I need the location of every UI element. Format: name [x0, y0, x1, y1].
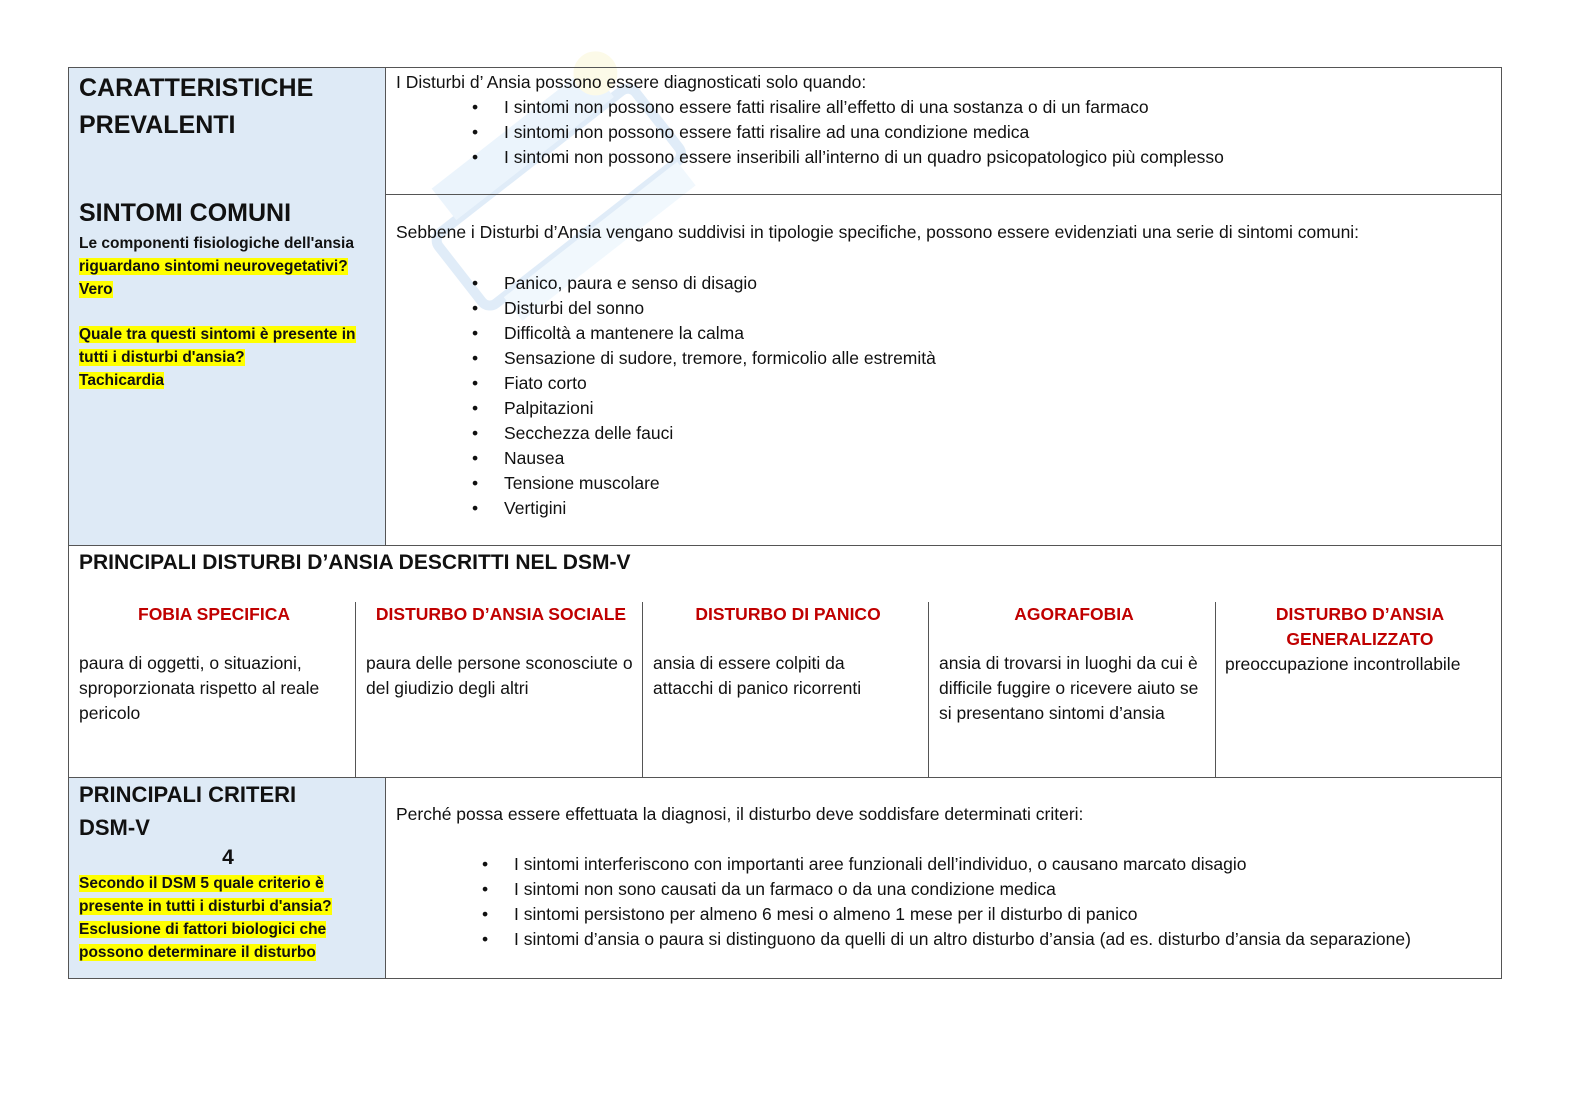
list-item: • Disturbi del sonno	[504, 296, 1491, 321]
quiz-note-3-answer-line2: possono determinare il disturbo	[79, 944, 316, 961]
section3-heading: PRINCIPALI DISTURBI D’ANSIA DESCRITTI NEL DSM-V	[79, 551, 631, 574]
bullet-icon: •	[472, 498, 479, 518]
bullet-icon: •	[472, 97, 479, 117]
section4-heading-block	[79, 778, 379, 964]
section4-heading-line2: DSM-V	[79, 815, 150, 840]
bullet-icon: •	[472, 398, 479, 418]
disorder-desc: paura di oggetti, o situazioni, sproporzionata rispetto al reale pericolo	[79, 653, 320, 723]
disorder-title: FOBIA SPECIFICA	[138, 604, 290, 624]
disorder-desc: ansia di trovarsi in luoghi da cui è difficile fuggire o ricevere aiuto se si presentano sintomi d’ansia	[939, 653, 1199, 723]
list-item: • Sensazione di sudore, tremore, formicolio alle estremità	[504, 346, 1491, 371]
list-item: • Tensione muscolare	[504, 471, 1491, 496]
section4-content	[396, 802, 1496, 952]
divider-v-dis-4	[1215, 602, 1216, 777]
list-item: • I sintomi non possono essere fatti risalire all’effetto di una sostanza o di un farmaco	[504, 95, 1486, 120]
disorder-agorafobia	[939, 602, 1209, 812]
list-item: • Palpitazioni	[504, 396, 1491, 421]
list-item: • Fiato corto	[504, 371, 1491, 396]
list-item: • I sintomi non possono essere inseribili all’interno di un quadro psicopatologico più complesso	[504, 145, 1486, 170]
disorder-panico	[653, 602, 923, 812]
divider-h-2	[69, 545, 1501, 546]
bullet-icon: •	[472, 323, 479, 343]
disorder-title: DISTURBO D’ANSIA SOCIALE	[375, 604, 627, 624]
quiz-note-2-answer: Tachicardia	[79, 372, 165, 389]
section4-intro: Perché possa essere effettuata la diagnosi, il disturbo deve soddisfare determinati criteri:	[396, 804, 1084, 824]
bullet-icon: •	[472, 473, 479, 493]
quiz-note-2-line2: tutti i disturbi d'ansia?	[79, 349, 245, 366]
disorder-title: DISTURBO DI PANICO	[695, 604, 881, 624]
anxiety-table	[68, 67, 1502, 979]
section2-heading-block	[79, 195, 379, 392]
quiz-note-3	[79, 872, 379, 964]
list-item: • Difficoltà a mantenere la calma	[504, 321, 1491, 346]
list-item: • I sintomi non sono causati da un farmaco o da una condizione medica	[514, 877, 1496, 902]
section1-heading-line2: PREVALENTI	[79, 111, 236, 139]
section4-heading-line1: PRINCIPALI CRITERI	[79, 782, 297, 807]
section1-heading	[79, 70, 379, 144]
divider-v-top	[385, 68, 386, 545]
bullet-icon: •	[472, 423, 479, 443]
quiz-note-3-answer-line1: Esclusione di fattori biologici che	[79, 921, 327, 938]
disorder-desc: ansia di essere colpiti da attacchi di panico ricorrenti	[653, 653, 862, 698]
section2-intro: Sebbene i Disturbi d’Ansia vengano suddivisi in tipologie specifiche, possono essere evidenziati una serie di sintomi comuni:	[396, 222, 1360, 242]
section1-heading-line1: CARATTERISTICHE	[79, 74, 314, 102]
quiz-note-1-line2: riguardano sintomi neurovegetativi?	[79, 258, 348, 275]
list-item: • Panico, paura e senso di disagio	[504, 271, 1491, 296]
section2-heading: SINTOMI COMUNI	[79, 199, 292, 227]
list-item: • I sintomi non possono essere fatti risalire ad una condizione medica	[504, 120, 1486, 145]
section1-bullets	[472, 95, 1486, 170]
divider-h-1	[385, 194, 1501, 195]
bullet-icon: •	[482, 929, 489, 949]
divider-v-dis-1	[355, 602, 356, 777]
section2-bullets	[472, 271, 1491, 521]
bullet-icon: •	[482, 904, 489, 924]
bullet-icon: •	[472, 448, 479, 468]
disorder-title: DISTURBO D’ANSIA GENERALIZZATO	[1275, 604, 1445, 649]
bullet-icon: •	[472, 298, 479, 318]
quiz-note-2	[79, 323, 379, 392]
list-item: • I sintomi interferiscono con importanti aree funzionali dell’individuo, o causano marcato disagio	[514, 852, 1496, 877]
quiz-note-2-line1: Quale tra questi sintomi è presente in	[79, 326, 356, 343]
divider-v-dis-3	[928, 602, 929, 777]
list-item: • I sintomi d’ansia o paura si distinguono da quelli di un altro disturbo d’ansia (ad es. disturbo d’ansia da separazione)	[514, 927, 1496, 952]
list-item: • Secchezza delle fauci	[504, 421, 1491, 446]
section1-intro: I Disturbi d’ Ansia possono essere diagnosticati solo quando:	[396, 72, 867, 92]
section4-number: 4	[222, 846, 234, 869]
quiz-note-1-answer: Vero	[79, 281, 113, 298]
list-item: • Nausea	[504, 446, 1491, 471]
bullet-icon: •	[482, 854, 489, 874]
bullet-icon: •	[472, 348, 479, 368]
disorder-ansia-generalizzato	[1225, 602, 1495, 812]
bullet-icon: •	[472, 147, 479, 167]
quiz-note-3-line1: Secondo il DSM 5 quale criterio è	[79, 875, 324, 892]
disorder-desc: preoccupazione incontrollabile	[1225, 654, 1461, 674]
bullet-icon: •	[472, 373, 479, 393]
list-item: • I sintomi persistono per almeno 6 mesi o almeno 1 mese per il disturbo di panico	[514, 902, 1496, 927]
section4-bullets	[482, 852, 1496, 952]
quiz-note-1	[79, 232, 379, 301]
bullet-icon: •	[472, 122, 479, 142]
quiz-note-3-line2: presente in tutti i disturbi d'ansia?	[79, 898, 332, 915]
section2-content	[396, 220, 1491, 521]
bullet-icon: •	[482, 879, 489, 899]
divider-v-dis-2	[642, 602, 643, 777]
section1-content	[396, 70, 1486, 170]
list-item: • Vertigini	[504, 496, 1491, 521]
quiz-note-1-line1: Le componenti fisiologiche dell'ansia	[79, 235, 354, 252]
disorder-ansia-sociale	[366, 602, 636, 812]
bullet-icon: •	[472, 273, 479, 293]
disorder-title: AGORAFOBIA	[1014, 604, 1134, 624]
disorder-desc: paura delle persone sconosciute o del giudizio degli altri	[366, 653, 633, 698]
